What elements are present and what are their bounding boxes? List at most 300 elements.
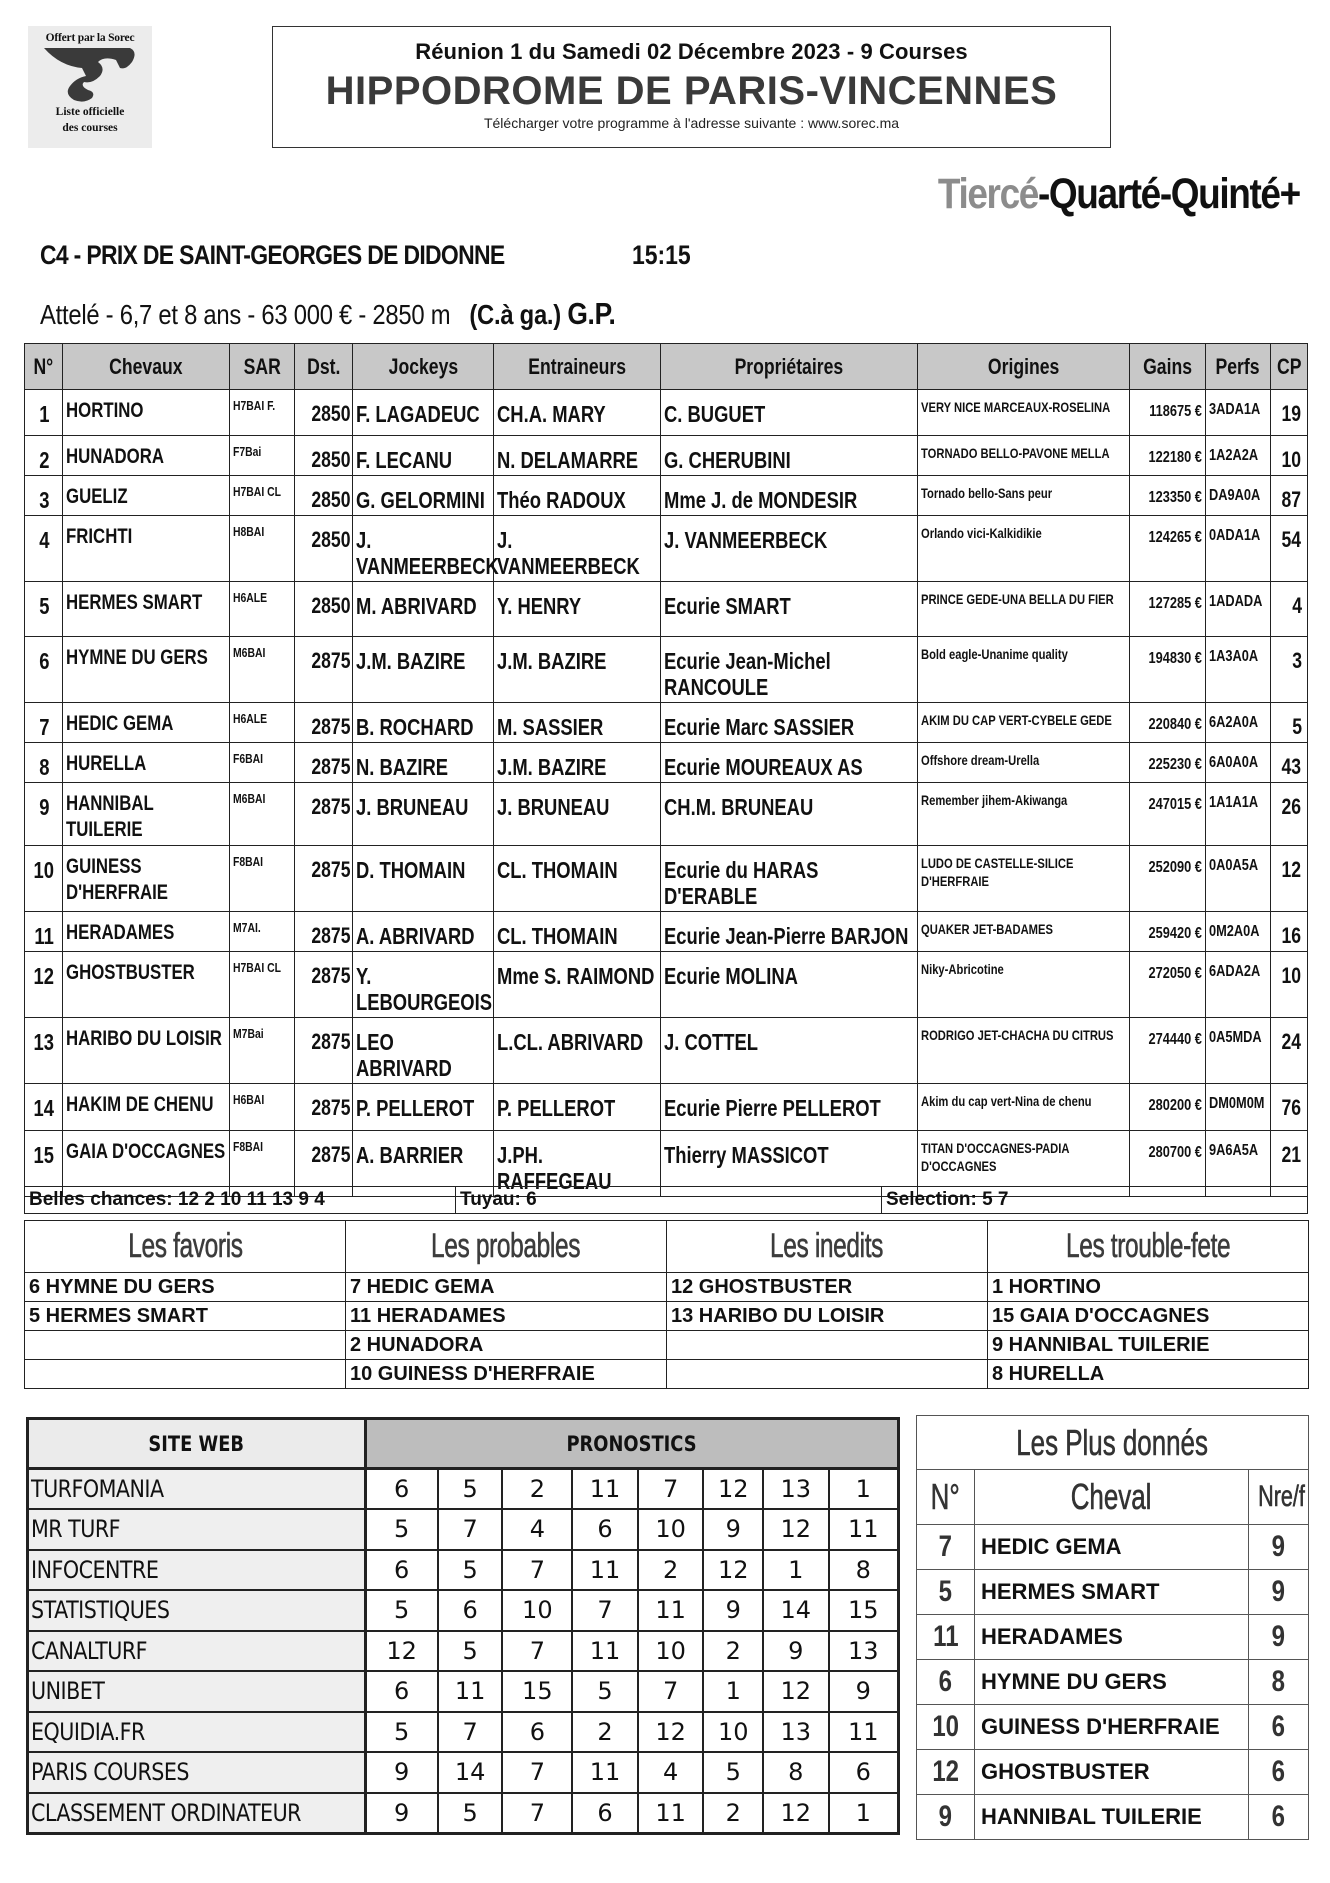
runner-cp: 5	[1270, 703, 1307, 743]
pronostic-pick: 15	[502, 1671, 572, 1712]
plus-donnes-horse: HERMES SMART	[975, 1570, 1249, 1615]
runner-gains: 225230 €	[1129, 743, 1206, 783]
runner-horse: GUELIZ	[63, 476, 230, 516]
runner-owner: C. BUGUET	[661, 390, 918, 436]
plus-donnes-num: 6	[917, 1660, 975, 1705]
pronostic-pick: 7	[438, 1712, 503, 1753]
runner-row	[25, 637, 1308, 703]
plus-donnes-count: 9	[1249, 1570, 1309, 1615]
runner-row	[25, 912, 1308, 952]
runner-sar: F8BAI	[230, 846, 294, 912]
sorec-logo	[28, 26, 152, 148]
runners-col-horse: Chevaux	[63, 344, 230, 390]
runner-horse: HAKIM DE CHENU	[63, 1084, 230, 1131]
pronostic-site: MR TURF	[28, 1509, 366, 1550]
runner-dst: 2875	[294, 783, 352, 846]
pronostic-pick: 6	[365, 1469, 438, 1510]
pronostic-pick: 11	[638, 1793, 704, 1834]
category-cell-favoris	[25, 1331, 346, 1360]
runners-col-dst: Dst.	[294, 344, 352, 390]
runner-num: 14	[25, 1084, 63, 1131]
pronostic-pick: 7	[638, 1469, 704, 1510]
runner-gains: 118675 €	[1129, 390, 1206, 436]
runner-cp: 4	[1270, 582, 1307, 637]
category-cell-probables: 11 HERADAMES	[346, 1302, 667, 1331]
pronostic-row	[28, 1671, 899, 1712]
category-header-inedits: Les inedits	[667, 1221, 988, 1273]
bet-type	[938, 170, 1300, 219]
runner-dst: 2875	[294, 743, 352, 783]
runner-sar: H8BAI	[230, 516, 294, 582]
logo-line-3: des courses	[62, 122, 118, 134]
race-conditions	[40, 296, 616, 332]
runner-num: 11	[25, 912, 63, 952]
pronostic-site: PARIS COURSES	[28, 1752, 366, 1793]
categories-table	[24, 1220, 1309, 1389]
plus-donnes-horse: HANNIBAL TUILERIE	[975, 1795, 1249, 1840]
pronostic-pick: 2	[572, 1712, 638, 1753]
pronostic-pick: 7	[502, 1631, 572, 1672]
runner-num: 4	[25, 516, 63, 582]
category-header-trouble-fete: Les trouble-fete	[988, 1221, 1309, 1273]
pronostic-pick: 10	[703, 1712, 763, 1753]
pronostic-row	[28, 1793, 899, 1834]
runner-perfs: 1A2A2A	[1206, 436, 1270, 476]
pronostic-pick: 11	[438, 1671, 503, 1712]
race-code: (C.à ga.)	[469, 299, 561, 330]
runner-horse: HEDIC GEMA	[63, 703, 230, 743]
runner-jockey: A. ABRIVARD	[353, 912, 494, 952]
category-cell-inedits: 12 GHOSTBUSTER	[667, 1273, 988, 1302]
runners-col-perfs: Perfs	[1206, 344, 1270, 390]
category-row	[25, 1273, 1309, 1302]
runner-origin: QUAKER JET-BADAMES	[918, 912, 1129, 952]
bet-type-quarte-quinte: -Quarté-Quinté+	[1038, 170, 1300, 218]
runner-num: 10	[25, 846, 63, 912]
runner-num: 13	[25, 1018, 63, 1084]
runner-trainer: J.M. BAZIRE	[494, 743, 661, 783]
runner-sar: H6ALE	[230, 703, 294, 743]
pronostic-pick: 14	[763, 1590, 829, 1631]
pronostic-pick: 11	[829, 1712, 899, 1753]
plus-donnes-row	[917, 1615, 1309, 1660]
pronostic-pick: 1	[829, 1793, 899, 1834]
logo-line-1: Offert par la Sorec	[45, 32, 135, 44]
runner-perfs: 6A2A0A	[1206, 703, 1270, 743]
plus-donnes-title: Les Plus donnés	[917, 1416, 1309, 1470]
runner-trainer: CH.A. MARY	[494, 390, 661, 436]
runner-perfs: 1A3A0A	[1206, 637, 1270, 703]
runner-sar: M6BAI	[230, 637, 294, 703]
runner-owner: Ecurie Jean-Pierre BARJON	[661, 912, 918, 952]
pronostics-header-row	[28, 1419, 899, 1469]
runner-trainer: CL. THOMAIN	[494, 912, 661, 952]
pronostic-pick: 11	[572, 1631, 638, 1672]
plus-donnes-count: 9	[1249, 1525, 1309, 1570]
plus-donnes-count: 6	[1249, 1795, 1309, 1840]
runner-owner: Ecurie MOUREAUX AS	[661, 743, 918, 783]
site-web-header: SITE WEB	[28, 1419, 366, 1469]
runner-num: 15	[25, 1131, 63, 1197]
sorec-horse-logo-icon	[40, 46, 140, 104]
pronostic-pick: 5	[365, 1509, 438, 1550]
runner-num: 5	[25, 582, 63, 637]
runner-trainer: J.PH. RAFFEGEAU	[494, 1131, 661, 1197]
runner-perfs: DA9A0A	[1206, 476, 1270, 516]
runner-perfs: 0A0A5A	[1206, 846, 1270, 912]
pronostic-pick: 13	[763, 1469, 829, 1510]
category-cell-inedits	[667, 1360, 988, 1389]
runner-num: 7	[25, 703, 63, 743]
pronostic-row	[28, 1752, 899, 1793]
pronostic-site: STATISTIQUES	[28, 1590, 366, 1631]
runner-sar: M6BAI	[230, 783, 294, 846]
pronostic-pick: 6	[829, 1752, 899, 1793]
runner-gains: 252090 €	[1129, 846, 1206, 912]
runner-jockey: J. BRUNEAU	[353, 783, 494, 846]
runner-dst: 2875	[294, 637, 352, 703]
runners-col-origin: Origines	[918, 344, 1129, 390]
runner-gains: 247015 €	[1129, 783, 1206, 846]
runner-owner: Ecurie Pierre PELLEROT	[661, 1084, 918, 1131]
pronostic-pick: 12	[763, 1509, 829, 1550]
runner-origin: Tornado bello-Sans peur	[918, 476, 1129, 516]
pronostic-pick: 13	[829, 1631, 899, 1672]
runner-jockey: G. GELORMINI	[353, 476, 494, 516]
plus-donnes-header-row	[917, 1470, 1309, 1525]
runner-dst: 2875	[294, 912, 352, 952]
runner-cp: 76	[1270, 1084, 1307, 1131]
plus-donnes-count: 8	[1249, 1660, 1309, 1705]
pronostic-pick: 9	[365, 1752, 438, 1793]
runner-row	[25, 743, 1308, 783]
runners-col-gains: Gains	[1129, 344, 1206, 390]
category-header-probables: Les probables	[346, 1221, 667, 1273]
runner-row	[25, 1084, 1308, 1131]
pronostic-pick: 6	[365, 1550, 438, 1591]
pronostic-pick: 1	[703, 1671, 763, 1712]
download-notice: Télécharger votre programme à l'adresse suivante : www.sorec.ma	[483, 115, 900, 131]
runner-dst: 2875	[294, 1018, 352, 1084]
runner-num: 2	[25, 436, 63, 476]
runner-trainer: Théo RADOUX	[494, 476, 661, 516]
runner-sar: H7BAI CL	[230, 952, 294, 1018]
plus-donnes-col-num: N°	[917, 1470, 975, 1525]
runner-cp: 87	[1270, 476, 1307, 516]
runner-horse: HARIBO DU LOISIR	[63, 1018, 230, 1084]
pronostic-pick: 6	[572, 1793, 638, 1834]
pronostics-header: PRONOSTICS	[365, 1419, 899, 1469]
runner-dst: 2875	[294, 846, 352, 912]
runner-dst: 2850	[294, 390, 352, 436]
runner-jockey: F. LAGADEUC	[353, 390, 494, 436]
pronostic-pick: 11	[572, 1752, 638, 1793]
runner-origin: VERY NICE MARCEAUX-ROSELINA	[918, 390, 1129, 436]
runner-perfs: 9A6A5A	[1206, 1131, 1270, 1197]
hippodrome-name: HIPPODROME DE PARIS-VINCENNES	[325, 69, 1058, 113]
runner-horse: HYMNE DU GERS	[63, 637, 230, 703]
runner-row	[25, 846, 1308, 912]
category-header-favoris: Les favoris	[25, 1221, 346, 1273]
runners-col-sar: SAR	[230, 344, 294, 390]
category-cell-inedits: 13 HARIBO DU LOISIR	[667, 1302, 988, 1331]
runner-cp: 26	[1270, 783, 1307, 846]
runner-perfs: 1ADADA	[1206, 582, 1270, 637]
runner-jockey: J.M. BAZIRE	[353, 637, 494, 703]
runner-gains: 220840 €	[1129, 703, 1206, 743]
pronostic-pick: 9	[703, 1590, 763, 1631]
pronostic-pick: 6	[572, 1509, 638, 1550]
pronostic-pick: 12	[763, 1671, 829, 1712]
runner-origin: Offshore dream-Urella	[918, 743, 1129, 783]
runner-row	[25, 582, 1308, 637]
plus-donnes-col-horse: Cheval	[975, 1470, 1249, 1525]
runner-trainer: J. VANMEERBECK	[494, 516, 661, 582]
category-cell-favoris: 5 HERMES SMART	[25, 1302, 346, 1331]
runner-owner: Mme J. de MONDESIR	[661, 476, 918, 516]
runner-row	[25, 783, 1308, 846]
runner-owner: Thierry MASSICOT	[661, 1131, 918, 1197]
plus-donnes-horse: GHOSTBUSTER	[975, 1750, 1249, 1795]
plus-donnes-num: 7	[917, 1525, 975, 1570]
pronostic-pick: 13	[763, 1712, 829, 1753]
runner-sar: H6BAI	[230, 1084, 294, 1131]
race-conditions-text: Attelé - 6,7 et 8 ans - 63 000 € - 2850 m	[40, 299, 451, 330]
race-time: 15:15	[632, 240, 691, 270]
category-cell-trouble-fete: 15 GAIA D'OCCAGNES	[988, 1302, 1309, 1331]
pronostic-pick: 14	[438, 1752, 503, 1793]
pronostic-pick: 5	[703, 1752, 763, 1793]
runner-sar: M7AI.	[230, 912, 294, 952]
runner-num: 9	[25, 783, 63, 846]
runner-gains: 123350 €	[1129, 476, 1206, 516]
runner-perfs: 6A0A0A	[1206, 743, 1270, 783]
category-cell-trouble-fete: 9 HANNIBAL TUILERIE	[988, 1331, 1309, 1360]
pronostic-pick: 2	[703, 1793, 763, 1834]
category-cell-inedits	[667, 1331, 988, 1360]
runner-trainer: Mme S. RAIMOND	[494, 952, 661, 1018]
tuyau: Tuyau: 6	[456, 1187, 882, 1213]
runner-cp: 3	[1270, 637, 1307, 703]
pronostic-pick: 12	[703, 1550, 763, 1591]
runner-owner: CH.M. BRUNEAU	[661, 783, 918, 846]
runner-jockey: D. THOMAIN	[353, 846, 494, 912]
runner-origin: Orlando vici-Kalkidikie	[918, 516, 1129, 582]
pronostic-pick: 6	[438, 1590, 503, 1631]
runner-horse: HORTINO	[63, 390, 230, 436]
runner-perfs: 3ADA1A	[1206, 390, 1270, 436]
runner-horse: HUNADORA	[63, 436, 230, 476]
runner-gains: 280200 €	[1129, 1084, 1206, 1131]
category-cell-favoris: 6 HYMNE DU GERS	[25, 1273, 346, 1302]
runner-row	[25, 952, 1308, 1018]
runner-jockey: P. PELLEROT	[353, 1084, 494, 1131]
runner-origin: RODRIGO JET-CHACHA DU CITRUS	[918, 1018, 1129, 1084]
runner-jockey: Y. LEBOURGEOIS	[353, 952, 494, 1018]
runner-cp: 12	[1270, 846, 1307, 912]
bet-type-tierce: Tiercé	[938, 170, 1039, 218]
runner-origin: TORNADO BELLO-PAVONE MELLA	[918, 436, 1129, 476]
runner-cp: 24	[1270, 1018, 1307, 1084]
plus-donnes-num: 5	[917, 1570, 975, 1615]
plus-donnes-count: 6	[1249, 1750, 1309, 1795]
tips-bar	[24, 1186, 1308, 1214]
plus-donnes-row	[917, 1570, 1309, 1615]
runner-horse: HERMES SMART	[63, 582, 230, 637]
runner-gains: 194830 €	[1129, 637, 1206, 703]
reunion-info: Réunion 1 du Samedi 02 Décembre 2023 - 9 Courses	[415, 39, 968, 64]
runners-table	[24, 343, 1308, 1197]
pronostic-pick: 5	[365, 1712, 438, 1753]
pronostic-pick: 4	[638, 1752, 704, 1793]
categories-header-row	[25, 1221, 1309, 1273]
runner-owner: Ecurie MOLINA	[661, 952, 918, 1018]
pronostic-pick: 10	[638, 1631, 704, 1672]
runner-cp: 54	[1270, 516, 1307, 582]
runner-jockey: A. BARRIER	[353, 1131, 494, 1197]
runner-trainer: Y. HENRY	[494, 582, 661, 637]
plus-donnes-row	[917, 1795, 1309, 1840]
pronostic-pick: 7	[638, 1671, 704, 1712]
runner-jockey: M. ABRIVARD	[353, 582, 494, 637]
pronostic-pick: 7	[502, 1752, 572, 1793]
pronostic-row	[28, 1550, 899, 1591]
pronostic-site: UNIBET	[28, 1671, 366, 1712]
pronostic-site: TURFOMANIA	[28, 1469, 366, 1510]
runner-gains: 259420 €	[1129, 912, 1206, 952]
runner-horse: GAIA D'OCCAGNES	[63, 1131, 230, 1197]
plus-donnes-row	[917, 1705, 1309, 1750]
runner-num: 1	[25, 390, 63, 436]
pronostic-site: CANALTURF	[28, 1631, 366, 1672]
runner-owner: Ecurie Marc SASSIER	[661, 703, 918, 743]
category-row	[25, 1360, 1309, 1389]
plus-donnes-row	[917, 1750, 1309, 1795]
runner-jockey: F. LECANU	[353, 436, 494, 476]
runner-horse: HANNIBAL TUILERIE	[63, 783, 230, 846]
category-row	[25, 1331, 1309, 1360]
runner-row	[25, 703, 1308, 743]
plus-donnes-count: 9	[1249, 1615, 1309, 1660]
runner-dst: 2850	[294, 582, 352, 637]
runner-num: 12	[25, 952, 63, 1018]
runner-dst: 2875	[294, 703, 352, 743]
plus-donnes-num: 9	[917, 1795, 975, 1840]
pronostic-pick: 11	[829, 1509, 899, 1550]
runner-owner: Ecurie du HARAS D'ERABLE	[661, 846, 918, 912]
runners-col-num: N°	[25, 344, 63, 390]
plus-donnes-table	[916, 1415, 1309, 1840]
runner-perfs: DM0M0M	[1206, 1084, 1270, 1131]
runner-owner: J. COTTEL	[661, 1018, 918, 1084]
runner-jockey: J. VANMEERBECK	[353, 516, 494, 582]
pronostic-pick: 9	[763, 1631, 829, 1672]
pronostic-pick: 5	[438, 1469, 503, 1510]
runner-cp: 16	[1270, 912, 1307, 952]
pronostic-pick: 12	[703, 1469, 763, 1510]
category-cell-probables: 2 HUNADORA	[346, 1331, 667, 1360]
pronostic-row	[28, 1469, 899, 1510]
runner-trainer: M. SASSIER	[494, 703, 661, 743]
runner-origin: Akim du cap vert-Nina de chenu	[918, 1084, 1129, 1131]
runner-row	[25, 436, 1308, 476]
runners-col-jockey: Jockeys	[353, 344, 494, 390]
runner-trainer: J. BRUNEAU	[494, 783, 661, 846]
runner-sar: F6BAI	[230, 743, 294, 783]
pronostic-pick: 5	[438, 1631, 503, 1672]
runner-trainer: P. PELLEROT	[494, 1084, 661, 1131]
runner-jockey: N. BAZIRE	[353, 743, 494, 783]
pronostic-row	[28, 1631, 899, 1672]
pronostic-pick: 7	[502, 1550, 572, 1591]
pronostic-pick: 4	[502, 1509, 572, 1550]
runner-sar: H6ALE	[230, 582, 294, 637]
belles-chances: Belles chances: 12 2 10 11 13 9 4	[25, 1187, 456, 1213]
plus-donnes-horse: HEDIC GEMA	[975, 1525, 1249, 1570]
runner-horse: FRICHTI	[63, 516, 230, 582]
runner-origin: Remember jihem-Akiwanga	[918, 783, 1129, 846]
runner-gains: 280700 €	[1129, 1131, 1206, 1197]
pronostic-pick: 9	[703, 1509, 763, 1550]
runner-origin: PRINCE GEDE-UNA BELLA DU FIER	[918, 582, 1129, 637]
runner-sar: F7Bai	[230, 436, 294, 476]
pronostic-pick: 11	[572, 1469, 638, 1510]
pronostic-site: CLASSEMENT ORDINATEUR	[28, 1793, 366, 1834]
runner-perfs: 0A5MDA	[1206, 1018, 1270, 1084]
runner-origin: Niky-Abricotine	[918, 952, 1129, 1018]
category-cell-probables: 10 GUINESS D'HERFRAIE	[346, 1360, 667, 1389]
runner-jockey: B. ROCHARD	[353, 703, 494, 743]
runner-origin: Bold eagle-Unanime quality	[918, 637, 1129, 703]
runner-cp: 21	[1270, 1131, 1307, 1197]
pronostic-pick: 2	[638, 1550, 704, 1591]
plus-donnes-num: 11	[917, 1615, 975, 1660]
category-row	[25, 1302, 1309, 1331]
pronostic-pick: 9	[365, 1793, 438, 1834]
category-cell-favoris	[25, 1360, 346, 1389]
pronostic-pick: 9	[829, 1671, 899, 1712]
runner-sar: F8BAI	[230, 1131, 294, 1197]
runner-horse: HERADAMES	[63, 912, 230, 952]
runner-origin: TITAN D'OCCAGNES-PADIA D'OCCAGNES	[918, 1131, 1129, 1197]
pronostic-pick: 1	[763, 1550, 829, 1591]
pronostic-row	[28, 1590, 899, 1631]
runner-sar: H7BAI CL	[230, 476, 294, 516]
race-gp: G.P.	[567, 296, 616, 331]
category-cell-trouble-fete: 8 HURELLA	[988, 1360, 1309, 1389]
runner-perfs: 6ADA2A	[1206, 952, 1270, 1018]
plus-donnes-horse: HYMNE DU GERS	[975, 1660, 1249, 1705]
runner-dst: 2875	[294, 1084, 352, 1131]
pronostic-pick: 12	[365, 1631, 438, 1672]
runner-owner: Ecurie Jean-Michel RANCOULE	[661, 637, 918, 703]
pronostic-pick: 6	[365, 1671, 438, 1712]
runner-origin: LUDO DE CASTELLE-SILICE D'HERFRAIE	[918, 846, 1129, 912]
plus-donnes-num: 12	[917, 1750, 975, 1795]
plus-donnes-horse: HERADAMES	[975, 1615, 1249, 1660]
pronostics-table	[26, 1417, 900, 1835]
runner-perfs: 1A1A1A	[1206, 783, 1270, 846]
runner-trainer: J.M. BAZIRE	[494, 637, 661, 703]
runner-num: 8	[25, 743, 63, 783]
pronostic-pick: 15	[829, 1590, 899, 1631]
pronostic-pick: 5	[438, 1550, 503, 1591]
pronostic-pick: 8	[763, 1752, 829, 1793]
runners-col-trainer: Entraineurs	[494, 344, 661, 390]
meeting-header	[272, 26, 1111, 148]
runner-owner: G. CHERUBINI	[661, 436, 918, 476]
runner-perfs: 0M2A0A	[1206, 912, 1270, 952]
